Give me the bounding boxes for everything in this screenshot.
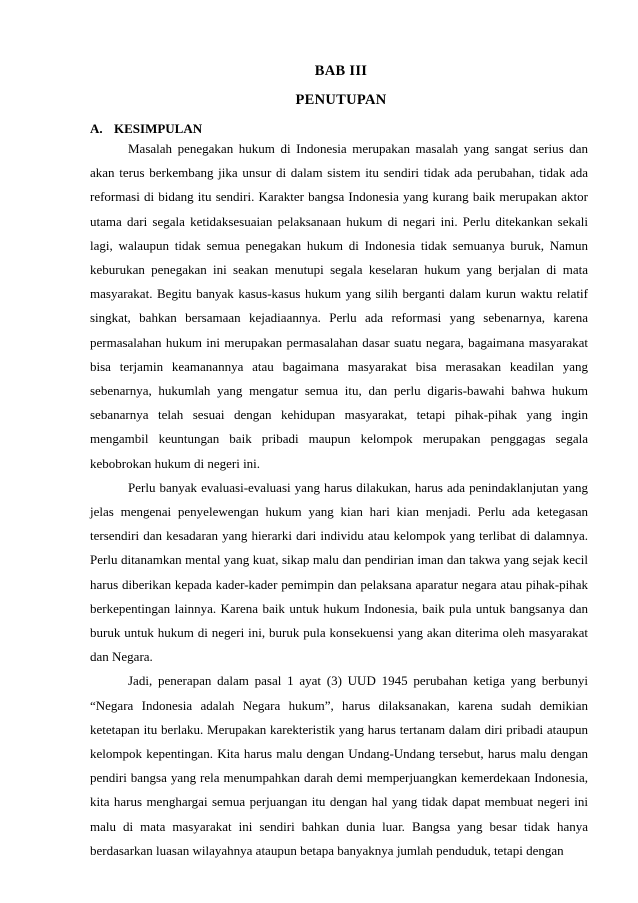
section-heading (90, 121, 202, 137)
paragraph: Perlu banyak evaluasi-evaluasi yang harus dilakukan, harus ada penindaklanjutan yang jelas mengenai penyelewengan hukum yang kian hari kian menjadi. Perlu ada ketegasan tersendiri dan kesadaran yang hierarki dari individu atau kelompok yang terlibat di dalamnya. Perlu ditanamkan mental yang kuat, sikap malu dan pendirian iman dan takwa yang sejak kecil harus diberikan kepada kader-kader pemimpin dan pelaksana aparatur negara atau pihak-pihak berkepentingan lainnya. Karena baik untuk hukum Indonesia, baik pula untuk bangsanya dan buruk untuk hukum di negeri ini, buruk pula konsekuensi yang akan diterima oleh masyarakat dan Negara. (90, 479, 588, 665)
section-title: KESIMPULAN (114, 121, 203, 136)
chapter-title: PENUTUPAN (295, 92, 387, 108)
section-letter: A. (90, 121, 103, 136)
paragraph: Jadi, penerapan dalam pasal 1 ayat (3) UUD 1945 perubahan ketiga yang berbunyi “Negara Indonesia adalah Negara hukum”, harus dilaksanakan, karena sudah demikian ketetapan itu berlaku. Merupakan karekteristik yang harus tertanam dalam diri pribadi ataupun kelompok kepentingan. Kita harus malu dengan Undang-Undang tersebut, harus malu dengan pendiri bangsa yang rela menumpahkan darah demi memperjuangkan kemerdekaan Indonesia, kita harus menghargai semua perjuangan itu dengan hal yang tidak dapat membuat negeri ini malu di mata masyarakat ini sendiri bahkan dunia luar. Bangsa yang besar tidak hanya berdasarkan luasan wilayahnya ataupun betapa banyaknya jumlah penduduk, tetapi dengan (90, 673, 588, 858)
chapter-number: BAB III (314, 63, 368, 79)
paragraph: Masalah penegakan hukum di Indonesia merupakan masalah yang sangat serius dan akan terus berkembang jika unsur di dalam sistem itu sendiri tidak ada perubahan, tidak ada reformasi di bidang itu sendiri. Karakter bangsa Indonesia yang kurang baik merupakan aktor utama dari segala ketidaksesuaian pelaksanaan hukum di negari ini. Perlu ditekankan sekali lagi, walaupun tidak semua penegakan hukum di Indonesia tidak semuanya buruk, Namun keburukan penegakan ini seakan menutupi segala keselaran hukum yang berjalan di mata masyarakat. Begitu banyak kasus-kasus hukum yang silih berganti dalam kurun waktu relatif singkat, bahkan bersamaan kejadiaannya. Perlu ada reformasi yang sebenarnya, karena permasalahan hukum ini merupakan permasalahan dasar suatu negara, bagaimana masyarakat bisa terjamin keamanannya atau bagaimana masyarakat bisa merasakan keadilan yang sebenarnya, hukumlah yang mengatur semua itu, dan perlu digaris-bawahi bahwa hukum sebanarnya telah sesuai dengan kehidupan masyarakat, tetapi pihak-pihak yang ingin mengambil keuntungan baik pribadi maupun kelompok merupakan penggagas segala kebobrokan hukum di negeri ini. (90, 141, 588, 471)
body-text (90, 137, 588, 863)
